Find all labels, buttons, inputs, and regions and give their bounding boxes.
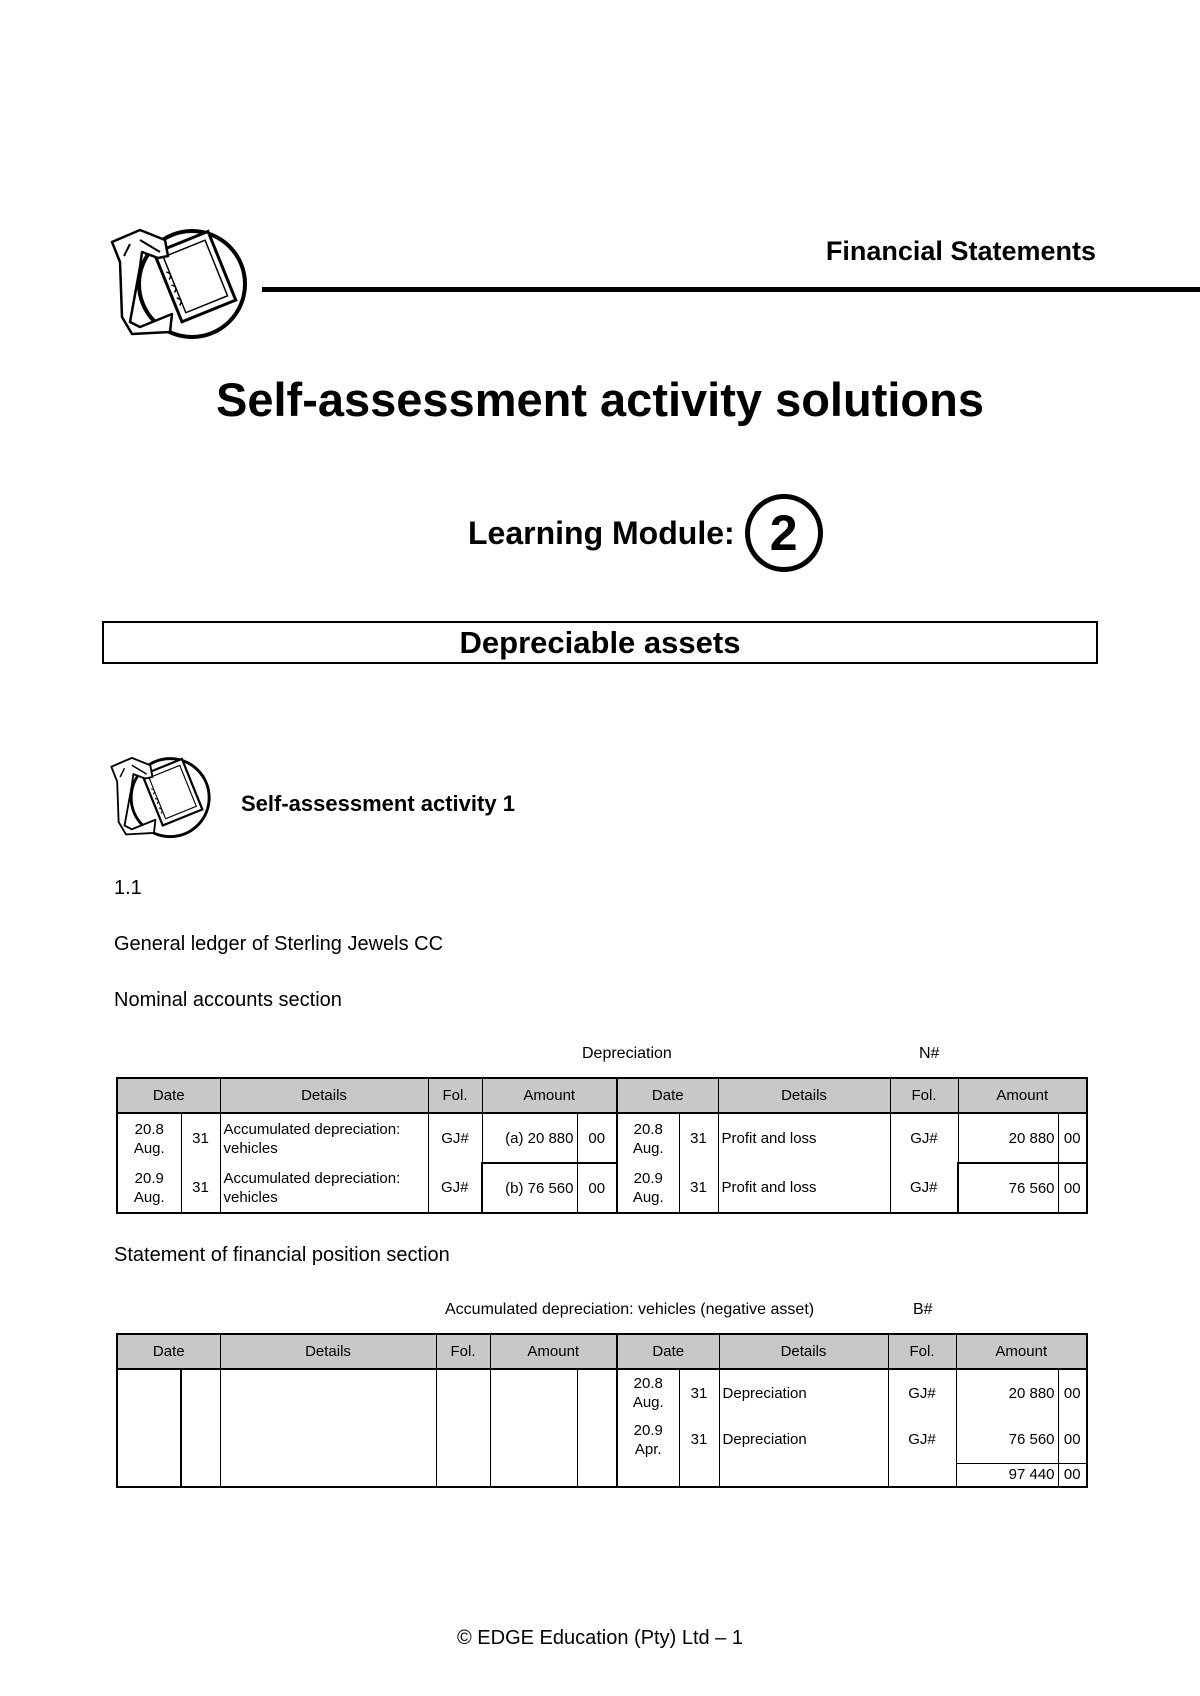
header-date: Date (617, 1078, 718, 1113)
header-date: Date (117, 1334, 220, 1369)
debit-fol: GJ# (428, 1113, 482, 1163)
credit-year-month: 20.9 Apr. (617, 1416, 679, 1463)
page-title: Self-assessment activity solutions (216, 373, 984, 426)
header-date: Date (117, 1078, 220, 1113)
header-date: Date (617, 1334, 719, 1369)
depreciation-account-ref: N# (919, 1045, 940, 1062)
header-fol: Fol. (428, 1078, 482, 1113)
credit-fol: GJ# (890, 1113, 958, 1163)
credit-fol: GJ# (888, 1369, 956, 1416)
table-row (117, 1163, 1087, 1213)
sofp-section-label: Statement of financial position section (114, 1244, 450, 1266)
question-number: 1.1 (114, 877, 142, 899)
header-fol: Fol. (888, 1334, 956, 1369)
hand-holding-book-icon (110, 222, 260, 347)
credit-cents: 00 (1058, 1369, 1087, 1416)
debit-day: 31 (181, 1113, 220, 1163)
activity-title: Self-assessment activity 1 (241, 791, 515, 816)
total-amount: 97 440 (956, 1463, 1058, 1487)
table-row (117, 1416, 1087, 1463)
table-header-row (117, 1078, 1087, 1113)
ledger-title: General ledger of Sterling Jewels CC (114, 933, 444, 955)
total-cents: 00 (1058, 1463, 1087, 1487)
credit-amount: 76 560 (956, 1416, 1058, 1463)
header-details: Details (220, 1078, 428, 1113)
credit-cents: 00 (1058, 1416, 1087, 1463)
credit-details: Depreciation (719, 1369, 888, 1416)
section-title: Depreciable assets (102, 621, 1098, 664)
accumulated-depreciation-ledger-table (116, 1333, 1088, 1488)
depreciation-ledger-table (116, 1077, 1088, 1214)
debit-year-month: 20.9 Aug. (117, 1163, 181, 1213)
module-number-badge: 2 (745, 494, 823, 572)
credit-day: 31 (679, 1163, 718, 1213)
header-details: Details (719, 1334, 888, 1369)
accumulated-account-name: Accumulated depreciation: vehicles (negative asset) (445, 1301, 815, 1318)
header-amount: Amount (490, 1334, 617, 1369)
header-details: Details (718, 1078, 890, 1113)
accumulated-account-ref: B# (913, 1301, 933, 1318)
nominal-section-label: Nominal accounts section (114, 989, 342, 1011)
credit-day: 31 (679, 1416, 719, 1463)
debit-details: Accumulated depreciation: vehicles (220, 1113, 428, 1163)
credit-details: Profit and loss (718, 1113, 890, 1163)
debit-details: Accumulated depreciation: vehicles (220, 1163, 428, 1213)
module-label: Learning Module: (468, 514, 735, 551)
credit-day: 31 (679, 1113, 718, 1163)
credit-year-month: 20.8 Aug. (617, 1369, 679, 1416)
table-row (117, 1369, 1087, 1416)
footer-copyright: © EDGE Education (Pty) Ltd – 1 (457, 1627, 743, 1649)
debit-amount: (a) 20 880 (482, 1113, 577, 1163)
debit-cents: 00 (577, 1163, 617, 1213)
credit-fol: GJ# (890, 1163, 958, 1213)
credit-amount: 76 560 (958, 1163, 1058, 1213)
credit-cents: 00 (1058, 1163, 1087, 1213)
depreciation-account-name: Depreciation (582, 1045, 672, 1062)
credit-fol: GJ# (888, 1416, 956, 1463)
debit-day: 31 (181, 1163, 220, 1213)
credit-amount: 20 880 (956, 1369, 1058, 1416)
credit-year-month: 20.9 Aug. (617, 1163, 679, 1213)
header-details: Details (220, 1334, 436, 1369)
debit-year-month: 20.8 Aug. (117, 1113, 181, 1163)
credit-cents: 00 (1058, 1113, 1087, 1163)
table-header-row (117, 1334, 1087, 1369)
credit-details: Profit and loss (718, 1163, 890, 1213)
credit-year-month: 20.8 Aug. (617, 1113, 679, 1163)
credit-day: 31 (679, 1369, 719, 1416)
header-amount: Amount (958, 1078, 1087, 1113)
header-fol: Fol. (890, 1078, 958, 1113)
header-title: Financial Statements (825, 236, 1096, 266)
debit-cents: 00 (577, 1113, 617, 1163)
credit-amount: 20 880 (958, 1113, 1058, 1163)
debit-fol: GJ# (428, 1163, 482, 1213)
header-amount: Amount (956, 1334, 1087, 1369)
total-row (117, 1463, 1087, 1487)
header-fol: Fol. (436, 1334, 490, 1369)
hand-holding-book-icon (106, 752, 224, 844)
module-row (468, 490, 823, 576)
debit-amount: (b) 76 560 (482, 1163, 577, 1213)
header-amount: Amount (482, 1078, 617, 1113)
table-row (117, 1113, 1087, 1163)
credit-details: Depreciation (719, 1416, 888, 1463)
header-rule (262, 287, 1200, 292)
